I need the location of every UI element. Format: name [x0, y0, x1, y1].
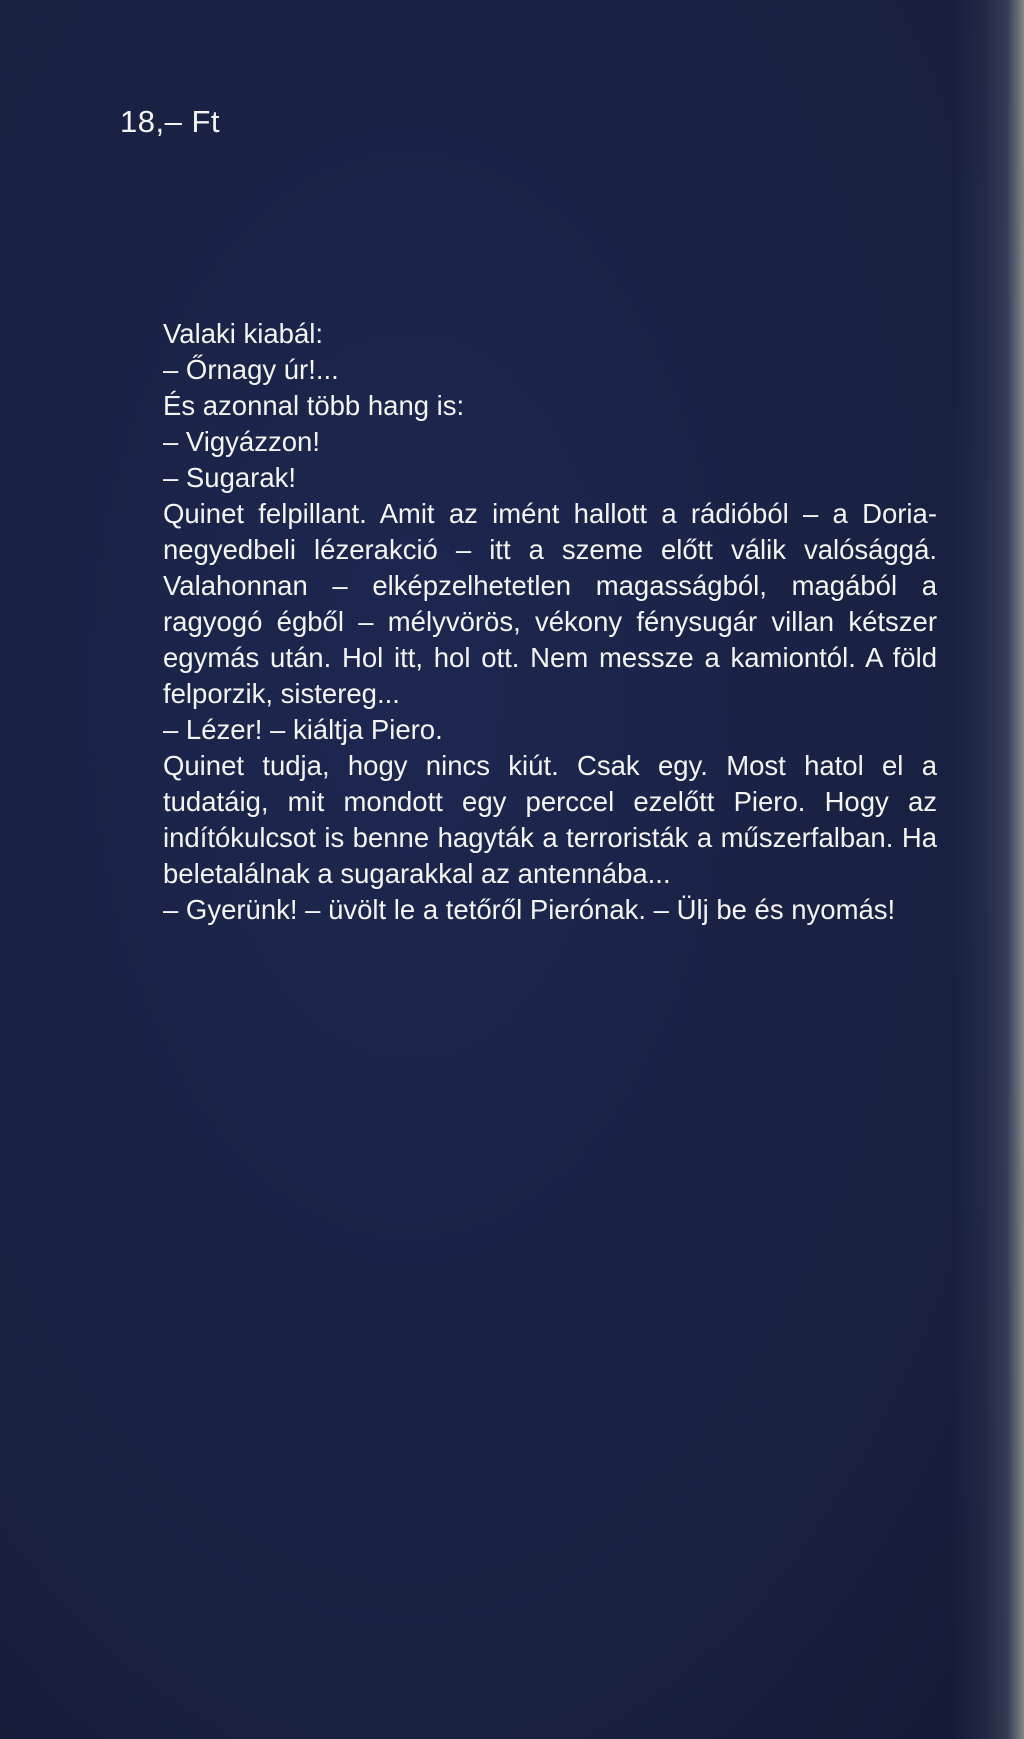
excerpt-paragraph: Valaki kiabál:	[163, 318, 323, 349]
excerpt-paragraph: – Gyerünk! – üvölt le a tetőről Pierónak. – Ülj be és nyomás!	[163, 894, 896, 925]
back-cover-excerpt	[127, 316, 937, 928]
excerpt-paragraph: És azonnal több hang is:	[163, 390, 465, 421]
excerpt-paragraph: – Sugarak!	[163, 462, 297, 493]
excerpt-paragraph: – Őrnagy úr!...	[163, 354, 339, 385]
cover-edge-wear	[986, 0, 1024, 1739]
excerpt-paragraph: Quinet felpillant. Amit az imént hallott a rádióból – a Doria-negyedbeli lézerakció – itt a szeme előtt válik valósággá. Valahonnan – elképzelhetetlen magasságból, magából a ragyogó égből – mélyvörös, vékony fénysugár villan kétszer egymás után. Hol itt, hol ott. Nem messze a kamiontól. A föld felporzik, sistereg...	[163, 498, 937, 709]
excerpt-paragraph: – Vigyázzon!	[163, 426, 320, 457]
price-label: 18,– Ft	[120, 104, 220, 139]
excerpt-paragraph: – Lézer! – kiáltja Piero.	[163, 714, 443, 745]
excerpt-paragraph: Quinet tudja, hogy nincs kiút. Csak egy. Most hatol el a tudatáig, mit mondott egy perccel ezelőtt Piero. Hogy az indítókulcsot is benne hagyták a terroristák a műszerfalban. Ha beletalálnak a sugarakkal az antennába...	[163, 750, 937, 889]
